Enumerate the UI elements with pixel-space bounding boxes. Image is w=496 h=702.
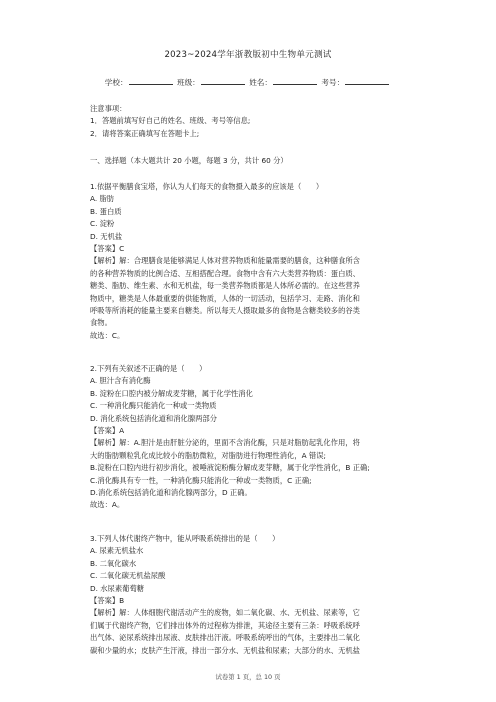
notice-heading: 注意事项： (90, 104, 127, 113)
analysis-line: 糖类、脂肪、维生素、水和无机盐，每一类营养物质都是人体所必需的。在这些营养 (90, 281, 360, 291)
analysis-line: 【解析】解：A.胆汁是由肝脏分泌的，里面不含消化酶，只是对脂肪起乳化作用，将 (90, 438, 360, 448)
option-a: A. 胆汁含有消化酶 (90, 376, 151, 386)
answer-line: 【答案】C (90, 244, 125, 254)
option-c: C. 二氧化碳无机盐尿酸 (90, 571, 166, 581)
analysis-line: 呼吸等所消耗的能量主要来自糖类。所以每天人摄取最多的食物是含糖类较多的谷类 (90, 306, 360, 316)
analysis-line: 的各种营养物质的比例合适、互相搭配合理。食物中含有六大类营养物质：蛋白质、 (90, 268, 360, 278)
question-stem: 3.下列人体代谢终产物中，能从呼吸系统排出的是（ ） (90, 534, 280, 543)
option-d: D. 水尿素葡萄糖 (90, 583, 145, 593)
school-label: 学校： (104, 78, 128, 87)
section-heading-block (90, 155, 430, 167)
option-a: A. 脂肪 (90, 194, 115, 204)
question-stem: 1.依据平衡膳食宝塔，你认为人们每天的食物摄入最多的应该是（ ） (90, 182, 324, 191)
question-stem: 2.下列有关叙述不正确的是（ ） (90, 364, 207, 373)
notice-item: 1．答题前填写好自己的姓名、班级、考号等信息; (90, 116, 251, 126)
analysis-line: 大的脂肪颗粒乳化成比较小的脂肪微粒，对脂肪进行物理性消化，A 错误; (90, 450, 326, 460)
analysis-line: B.淀粉在口腔内进行初步消化，被唾液淀粉酶分解成麦芽糖，属于化学性消化，B 正确; (90, 463, 370, 473)
analysis-line: C.消化酶具有专一性，一种消化酶只能消化一种或一类物质，C 正确; (90, 475, 312, 485)
analysis-line: 们属于代谢终产物，它们排出体外的过程称为排泄，其途径主要有三条：呼吸系统呼 (90, 620, 360, 630)
analysis-line: 故选：A。 (90, 500, 125, 510)
name-blank[interactable] (273, 78, 317, 85)
analysis-line: 碳和少量的水；皮肤产生汗液，排出一部分水、无机盐和尿素；大部分的水、无机盐 (90, 645, 360, 655)
exam-no-blank[interactable] (345, 78, 389, 85)
page-title: 2023~2024学年浙教版初中生物单元测试 (164, 50, 332, 60)
option-c: C. 淀粉 (90, 219, 115, 229)
option-b: B. 二氧化碳水 (90, 558, 137, 568)
analysis-line: 出气体、泌尿系统排出尿液、皮肤排出汗液。呼吸系统呼出的气体，主要排出二氧化 (90, 633, 360, 643)
analysis-line: 【解析】解：合理膳食是能够满足人体对营养物质和能量需要的膳食，这种膳食所含 (90, 256, 360, 266)
option-d: D. 无机盐 (90, 231, 123, 241)
page-footer: 试卷第 1 页，总 10 页 (215, 673, 281, 681)
answer-line: 【答案】B (90, 596, 125, 606)
question-1 (90, 181, 430, 342)
answer-line: 【答案】A (90, 426, 125, 436)
option-b: B. 淀粉在口腔内被分解成麦芽糖，属于化学性消化 (90, 388, 253, 398)
class-label: 班级： (177, 78, 200, 87)
option-b: B. 蛋白质 (90, 206, 122, 216)
option-d: D. 消化系统包括消化道和消化腺两部分 (90, 413, 218, 423)
analysis-line: 故选：C。 (90, 330, 125, 340)
option-c: C. 一种消化酶只能消化一种或一类物质 (90, 401, 217, 411)
notice-item: 2．请将答案正确填写在答题卡上; (90, 128, 200, 138)
analysis-line: 【解析】解：人体细胞代谢活动产生的废物，如二氧化碳、水、无机盐、尿素等，它 (90, 608, 360, 618)
student-info-row (0, 77, 496, 88)
exam-no-label: 考号： (321, 78, 345, 87)
analysis-line: 食物。 (90, 318, 112, 328)
name-label: 姓名： (249, 78, 272, 87)
analysis-line: 物质中，糖类是人体最重要的供能物质，人体的一切活动，包括学习、走路、消化和 (90, 293, 360, 303)
option-a: A. 尿素无机盐水 (90, 546, 144, 556)
question-3 (90, 533, 430, 657)
analysis-line: D.消化系统包括消化道和消化腺两部分，D 正确。 (90, 488, 252, 498)
section-heading: 一、选择题（本大题共计 20 小题，每题 3 分，共计 60 分） (90, 156, 288, 165)
notice-block (90, 103, 430, 140)
school-blank[interactable] (129, 78, 173, 85)
class-blank[interactable] (201, 78, 245, 85)
question-2 (90, 363, 430, 512)
